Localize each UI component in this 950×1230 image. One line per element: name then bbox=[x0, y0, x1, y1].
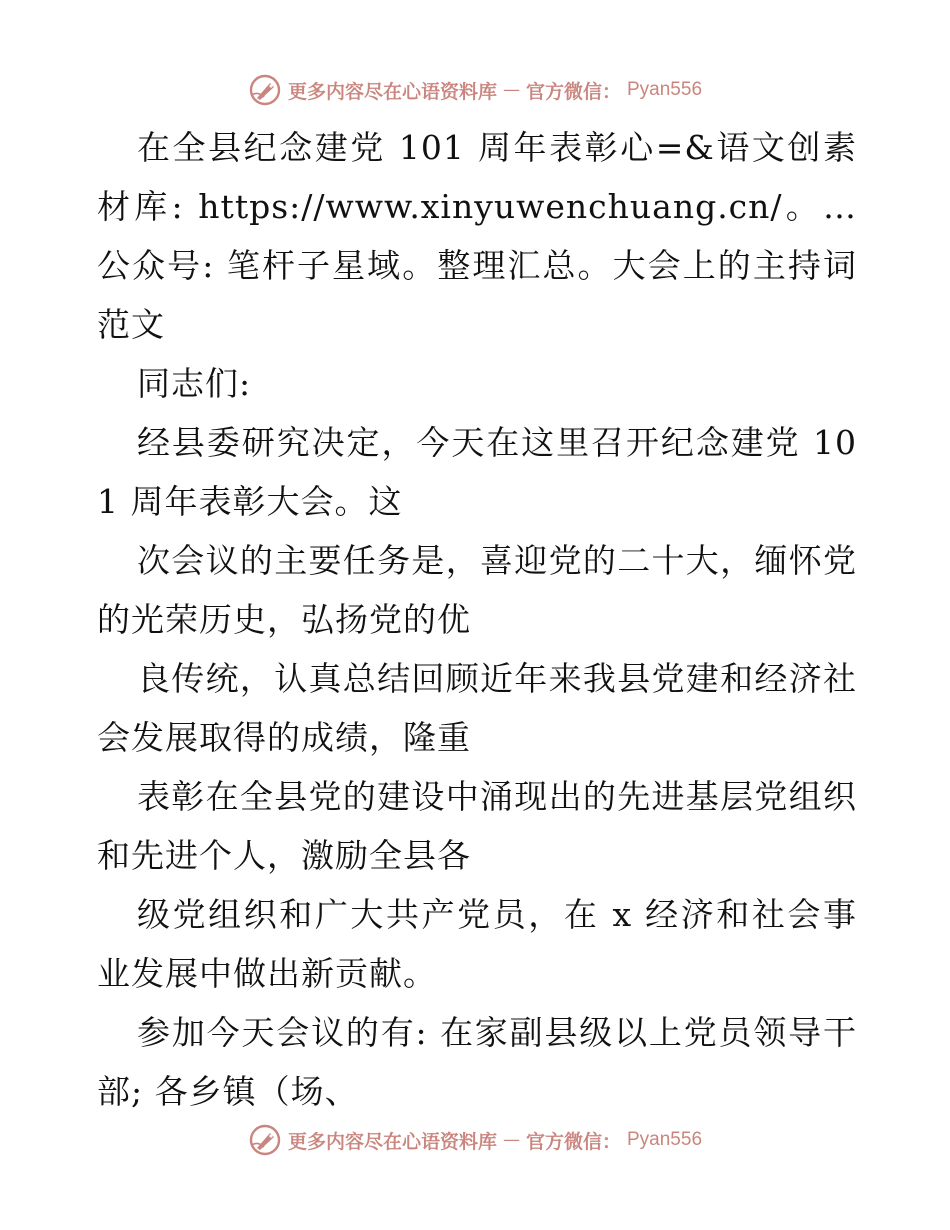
quill-nib-logo-icon bbox=[248, 73, 282, 107]
document-body bbox=[97, 118, 857, 1121]
paragraph-title: 在全县纪念建党 101 周年表彰心=&语文创素材库: https://www.xinyuwenchuang.cn/。…公众号: 笔杆子星域。整理汇总。大会上的主持词范文 bbox=[97, 128, 857, 344]
quill-nib-logo-icon bbox=[248, 1123, 282, 1157]
watermark-site-text: 更多内容尽在心语资料库 bbox=[287, 1130, 497, 1153]
watermark-site-text: 更多内容尽在心语资料库 bbox=[287, 80, 497, 103]
page-header-watermark bbox=[0, 70, 950, 110]
watermark-separator: — bbox=[502, 80, 520, 100]
paragraph-body: 良传统，认真总结回顾近年来我县党建和经济社会发展取得的成绩，隆重 bbox=[97, 659, 857, 757]
watermark-wechat-label: 官方微信： bbox=[525, 80, 621, 103]
watermark-wechat-handle: Pyan556 bbox=[627, 79, 703, 100]
paragraph-body: 级党组织和广大共产党员，在 x 经济和社会事业发展中做出新贡献。 bbox=[97, 895, 857, 993]
watermark-banner bbox=[248, 73, 702, 107]
watermark-wechat-label: 官方微信： bbox=[525, 1130, 621, 1153]
watermark-banner bbox=[248, 1123, 702, 1157]
paragraph-body: 次会议的主要任务是，喜迎党的二十大，缅怀党的光荣历史，弘扬党的优 bbox=[97, 541, 857, 639]
watermark-separator: — bbox=[502, 1130, 520, 1150]
paragraph-body: 参加今天会议的有: 在家副县级以上党员领导干部; 各乡镇（场、 bbox=[97, 1013, 857, 1111]
paragraph-body: 经县委研究决定，今天在这里召开纪念建党 101 周年表彰大会。这 bbox=[97, 423, 857, 521]
paragraph-salutation: 同志们: bbox=[137, 364, 252, 403]
page-footer-watermark bbox=[0, 1120, 950, 1160]
watermark-wechat-handle: Pyan556 bbox=[627, 1129, 703, 1150]
paragraph-body: 表彰在全县党的建设中涌现出的先进基层党组织和先进个人，激励全县各 bbox=[97, 777, 857, 875]
